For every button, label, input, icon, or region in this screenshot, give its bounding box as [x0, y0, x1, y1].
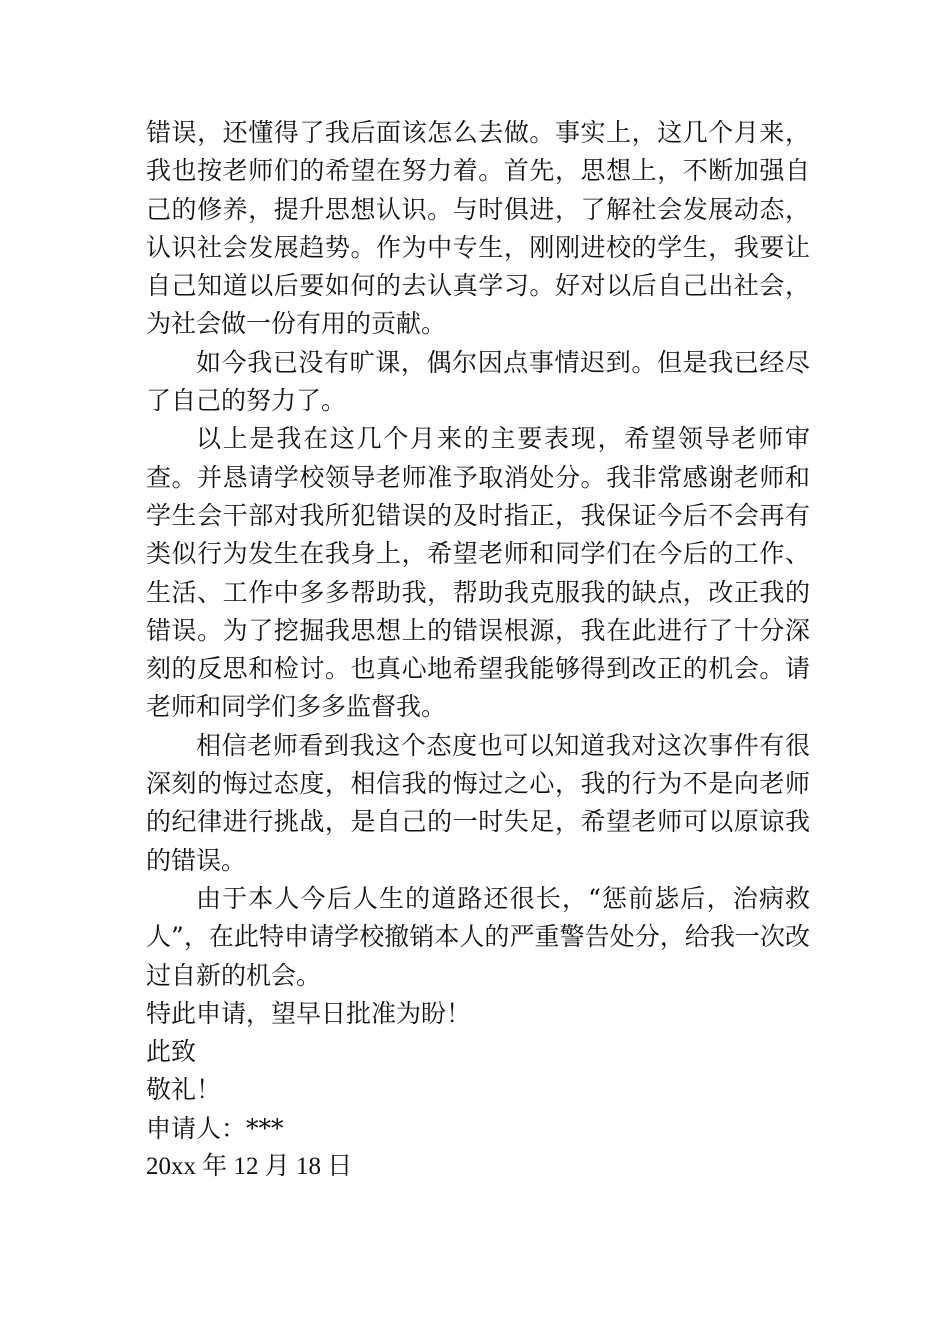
closing-salutation: 此致	[146, 1037, 197, 1067]
paragraph-performance: 以上是我在这几个月来的主要表现，希望领导老师审查。并恳请学校领导老师准予取消处分。我非常感谢老师和学生会干部对我所犯错误的及时指正，我保证今后不会再有类似行为发生在我身上，希望老师和同学们在今后的工作、生活、工作中多多帮助我，帮助我克服我的缺点，改正我的错误。为了挖掘我思想上的错误根源，我在此进行了十分深刻的反思和检讨。也真心地希望我能够得到改正的机会。请老师和同学们多多监督我。	[146, 424, 810, 722]
paragraph-request: 由于本人今后人生的道路还很长，“惩前毖后，治病救人”，在此特申请学校撤销本人的严重警告处分，给我一次改过自新的机会。	[146, 883, 810, 990]
closing-request: 特此申请，望早日批准为盼！	[146, 998, 472, 1028]
applicant-signature: 申请人：***	[146, 1113, 284, 1143]
letter-date: 20xx 年 12 月 18 日	[146, 1153, 353, 1181]
closing-regards: 敬礼！	[146, 1075, 222, 1105]
paragraph-continuation: 错误，还懂得了我后面该怎么去做。事实上，这几个月来，我也按老师们的希望在努力着。首先，思想上，不断加强自己的修养，提升思想认识。与时俱进，了解社会发展动态，认识社会发展趋势。作为中专生，刚刚进校的学生，我要让自己知道以后要如何的去认真学习。好对以后自己出社会，为社会做一份有用的贡献。	[146, 118, 810, 339]
paragraph-repentance: 相信老师看到我这个态度也可以知道我对这次事件有很深刻的悔过态度，相信我的悔过之心，我的行为不是向老师的纪律进行挑战，是自己的一时失足，希望老师可以原谅我的错误。	[146, 730, 810, 875]
paragraph-attendance: 如今我已没有旷课，偶尔因点事情迟到。但是我已经尽了自己的努力了。	[146, 347, 810, 416]
letter-body	[146, 114, 810, 1186]
